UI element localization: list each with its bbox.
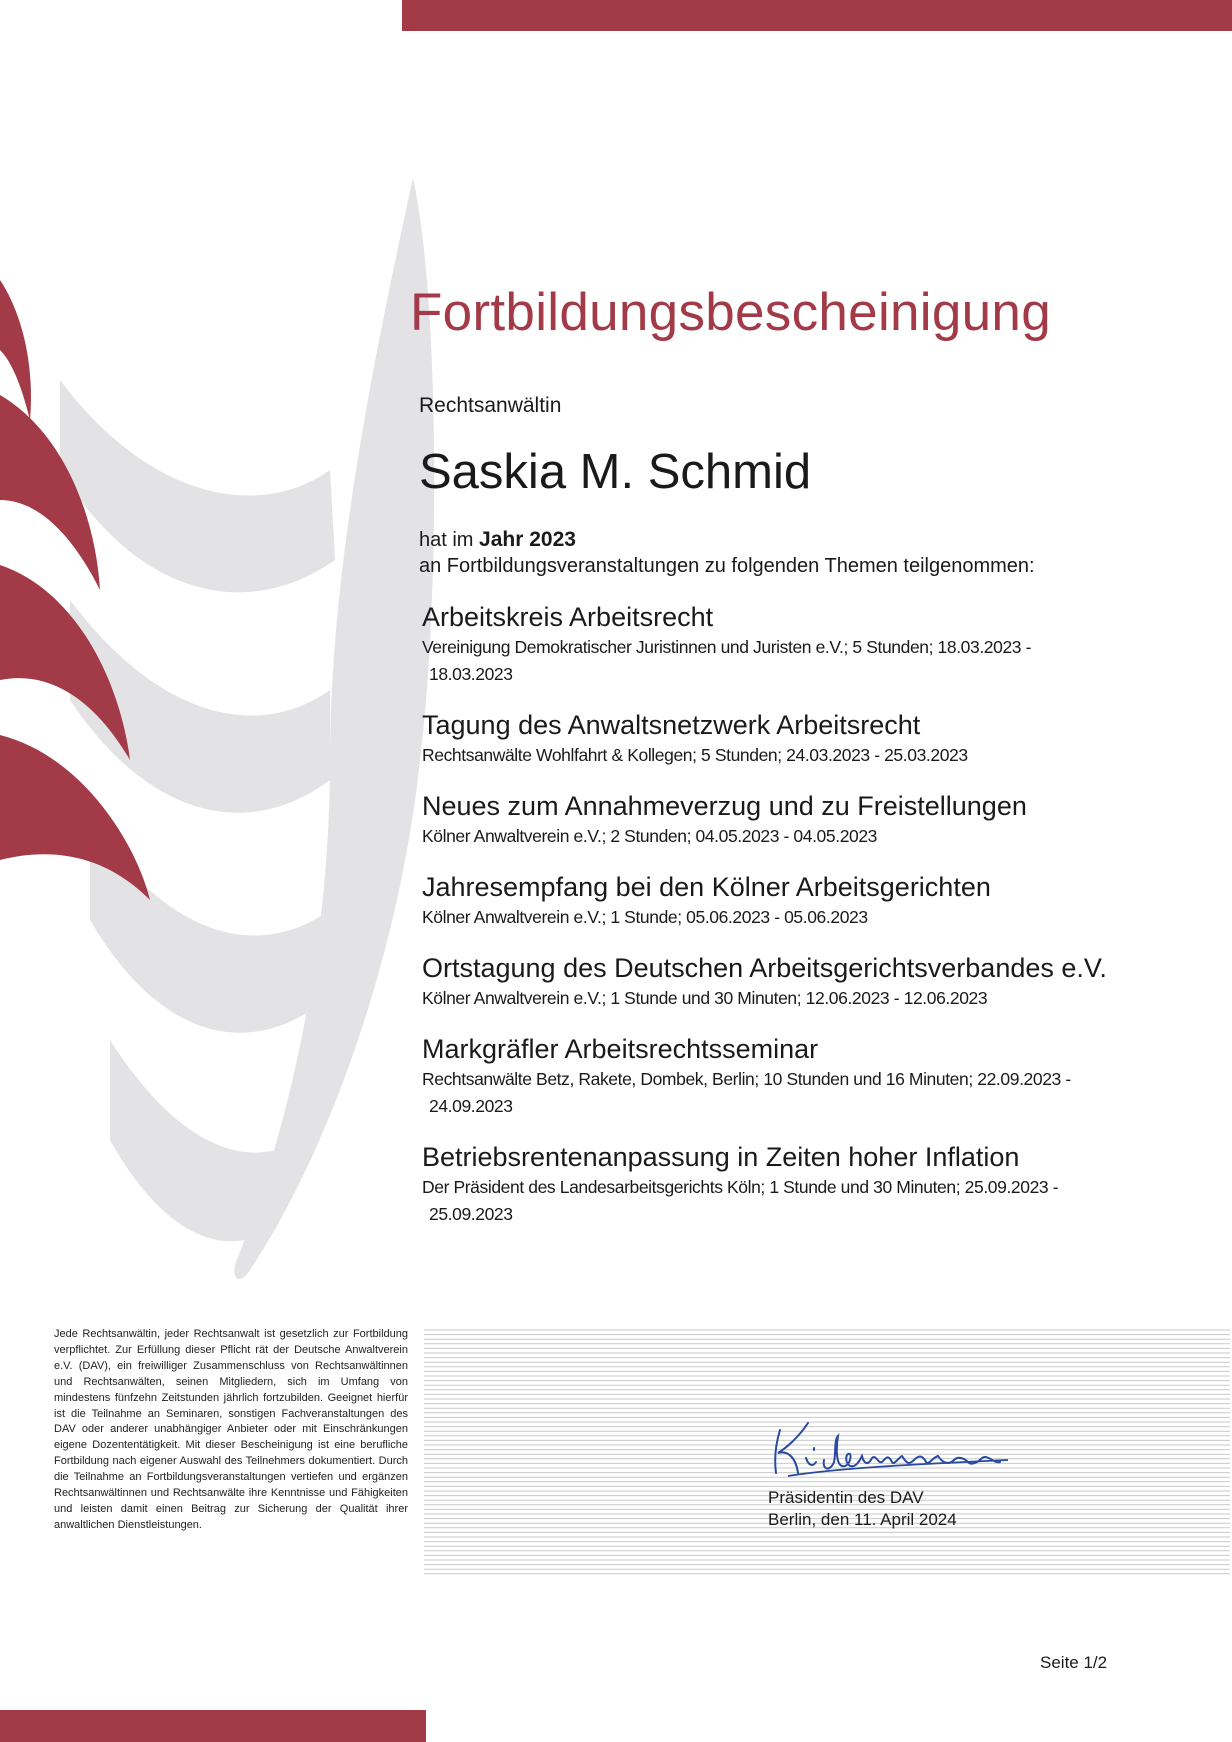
event-title: Ortstagung des Deutschen Arbeitsgerichtsverbandes e.V.: [422, 953, 1107, 983]
event-details-line: Vereinigung Demokratischer Juristinnen und Juristen e.V.; 5 Stunden; 18.03.2023 -: [422, 637, 1032, 657]
gray-swoosh-band-1: [60, 380, 335, 592]
event-list: [422, 600, 1142, 1248]
event-item: [422, 600, 1142, 688]
event-details-line: Rechtsanwälte Wohlfahrt & Kollegen; 5 Stunden; 24.03.2023 - 25.03.2023: [422, 745, 968, 765]
event-title: Tagung des Anwaltsnetzwerk Arbeitsrecht: [422, 710, 921, 740]
event-title: Arbeitskreis Arbeitsrecht: [422, 602, 714, 632]
top-accent-bar: [402, 0, 1232, 31]
event-details: [422, 1066, 1142, 1120]
event-details-continuation: 18.03.2023: [429, 664, 513, 684]
intro-text: [419, 527, 1035, 579]
document-title: Fortbildungsbescheinigung: [410, 283, 1051, 342]
page-number: Seite 1/2: [1040, 1653, 1108, 1672]
event-details-line: Kölner Anwaltverein e.V.; 2 Stunden; 04.05.2023 - 04.05.2023: [422, 826, 878, 846]
event-details-line: Der Präsident des Landesarbeitsgerichts Köln; 1 Stunde und 30 Minuten; 25.09.2023 -: [422, 1177, 1059, 1197]
event-title: Markgräfler Arbeitsrechtsseminar: [422, 1034, 819, 1064]
event-details: [422, 1174, 1142, 1228]
event-item: [422, 708, 1142, 769]
event-title: Betriebsrentenanpassung in Zeiten hoher Inflation: [422, 1142, 1020, 1172]
intro-line-1: [419, 527, 1035, 553]
event-title: Neues zum Annahmeverzug und zu Freistellungen: [422, 791, 1027, 821]
event-item: [422, 951, 1142, 1012]
event-details: [422, 985, 1142, 1012]
intro-year: Jahr 2023: [479, 528, 576, 551]
participant-name: Saskia M. Schmid: [419, 445, 812, 499]
intro-prefix: hat im: [419, 529, 474, 551]
event-details: [422, 904, 1142, 931]
decorative-wave-graphic: [0, 0, 440, 1330]
gray-swoosh-band-4: [110, 1040, 300, 1241]
event-item: [422, 870, 1142, 931]
event-details: [422, 634, 1142, 688]
salutation: Rechtsanwältin: [419, 394, 562, 417]
event-details: [422, 742, 1142, 769]
signer-role: Präsidentin des DAV: [768, 1488, 924, 1507]
event-details: [422, 823, 1142, 850]
event-item: [422, 1032, 1142, 1120]
event-title: Jahresempfang bei den Kölner Arbeitsgerichten: [422, 872, 991, 902]
event-details-continuation: 24.09.2023: [429, 1096, 513, 1116]
event-details-line: Kölner Anwaltverein e.V.; 1 Stunde und 30 Minuten; 12.06.2023 - 12.06.2023: [422, 988, 988, 1008]
intro-line-2: an Fortbildungsveranstaltungen zu folgenden Themen teilgenommen:: [419, 555, 1035, 577]
event-item: [422, 789, 1142, 850]
signature-image: [768, 1418, 1028, 1488]
bottom-accent-bar: [0, 1710, 426, 1742]
event-item: [422, 1140, 1142, 1228]
event-details-continuation: 25.09.2023: [429, 1204, 513, 1224]
event-details-line: Rechtsanwälte Betz, Rakete, Dombek, Berlin; 10 Stunden und 16 Minuten; 22.09.2023 -: [422, 1069, 1071, 1089]
disclaimer-text: Jede Rechtsanwältin, jeder Rechtsanwalt ist gesetzlich zur Fortbildung verpflichtet. Zur Erfüllung dieser Pflicht rät der Deutsche Anwaltverein e.V. (DAV), ein freiwilliger Zusammenschluss von Rechtsanwältinnen und Rechtsanwälten, seinen Mitgliedern, sich im Umfang von mindestens fünfzehn Zeitstunden jährlich fortzubilden. Geeignet hierfür ist die Teilnahme an Seminaren, sonstigen Fachveranstaltungen des DAV oder anderer unabhängiger Anbieter oder mit Einschränkungen eigene Dozententätigkeit. Mit dieser Bescheinigung ist eine berufliche Fortbildung nach eigener Auswahl des Teilnehmers dokumentiert. Durch die Teilnahme an Fortbildungsveranstaltungen vertiefen und ergänzen Rechtsanwältinnen und Rechtsanwälte ihre Kenntnisse und Fähigkeiten und leisten damit einen Beitrag zur Sicherung der Qualität ihrer anwaltlichen Dienstleistungen.: [54, 1328, 408, 1531]
event-details-line: Kölner Anwaltverein e.V.; 1 Stunde; 05.06.2023 - 05.06.2023: [422, 907, 868, 927]
signing-place-date: Berlin, den 11. April 2024: [768, 1510, 957, 1529]
